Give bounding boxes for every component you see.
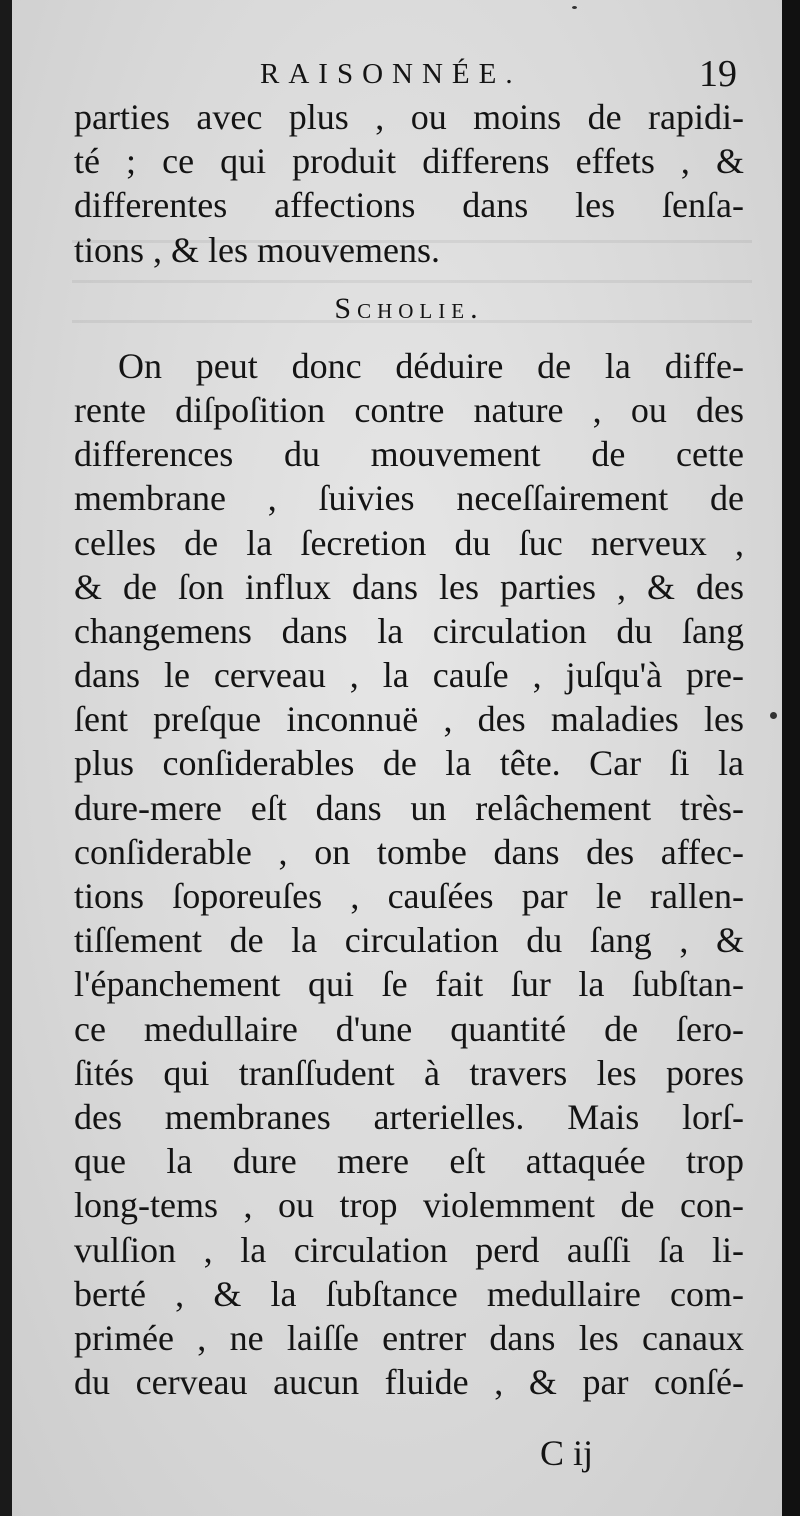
- text-line: plus conſiderables de la tête. Car ſi la: [74, 743, 744, 784]
- text-line: tions ſoporeuſes , cauſées par le rallen-: [74, 876, 744, 916]
- text-line: differences du mouvement de cette: [74, 434, 744, 475]
- text-line: ce medullaire d'une quantité de ſero-: [74, 1008, 744, 1049]
- text-line: tions , & les mouvemens.: [74, 229, 440, 270]
- text-line: dure-mere eſt dans un relâchement très-: [74, 787, 744, 828]
- text-line: membrane , ſuivies neceſſairement de: [74, 478, 744, 519]
- text-line: des membranes arterielles. Mais lorſ-: [74, 1096, 744, 1137]
- text-line: rente diſpoſition contre nature , ou des: [74, 389, 744, 430]
- text-line: long-tems , ou trop violemment de con-: [74, 1185, 744, 1226]
- text-line: On peut donc déduire de la diffe-: [118, 345, 744, 386]
- book-page: [12, 0, 782, 1516]
- text-line: vulſion , la circulation perd auſſi ſa li-: [74, 1229, 744, 1270]
- scan-edge: [782, 0, 800, 1516]
- text-line: berté , & la ſubſtance medullaire com-: [74, 1273, 744, 1314]
- text-line: que la dure mere eſt attaquée trop: [74, 1141, 744, 1182]
- signature-mark: C ij: [540, 1433, 594, 1473]
- text-line: celles de la ſecretion du ſuc nerveux ,: [74, 522, 744, 563]
- text-line: du cerveau aucun fluide , & par conſé-: [74, 1362, 744, 1403]
- paragraph-continued: [74, 95, 744, 272]
- section-heading: Scholie.: [334, 291, 484, 325]
- text-line: parties avec plus , ou moins de rapidi-: [74, 97, 744, 137]
- text-line: primée , ne laiſſe entrer dans les canaux: [74, 1317, 744, 1358]
- text-line: té ; ce qui produit differens effets , &: [74, 141, 744, 182]
- page-header: [12, 52, 737, 96]
- ink-spot: [572, 6, 577, 9]
- text-line: ſent preſque inconnuë , des maladies les: [74, 699, 744, 740]
- text-line: ſités qui tranſſudent à travers les pores: [74, 1052, 744, 1093]
- text-line: & de ſon influx dans les parties , & des: [74, 566, 744, 607]
- text-line: dans le cerveau , la cauſe , juſqu'à pre-: [74, 655, 744, 696]
- text-line: conſiderable , on tombe dans des affec-: [74, 831, 744, 872]
- page-number: 19: [699, 53, 737, 95]
- text-line: l'épanchement qui ſe fait ſur la ſubſtan-: [74, 964, 744, 1005]
- text-line: tiſſement de la circulation du ſang , &: [74, 920, 744, 961]
- page-footer: [12, 1432, 782, 1482]
- paragraph-scholie: [74, 344, 744, 1405]
- text-line: differentes affections dans les ſenſa-: [74, 185, 744, 226]
- ink-spot: [770, 712, 777, 719]
- running-head: RAISONNÉE.: [260, 58, 522, 90]
- text-line: changemens dans la circulation du ſang: [74, 610, 744, 651]
- page-body: [74, 95, 744, 1404]
